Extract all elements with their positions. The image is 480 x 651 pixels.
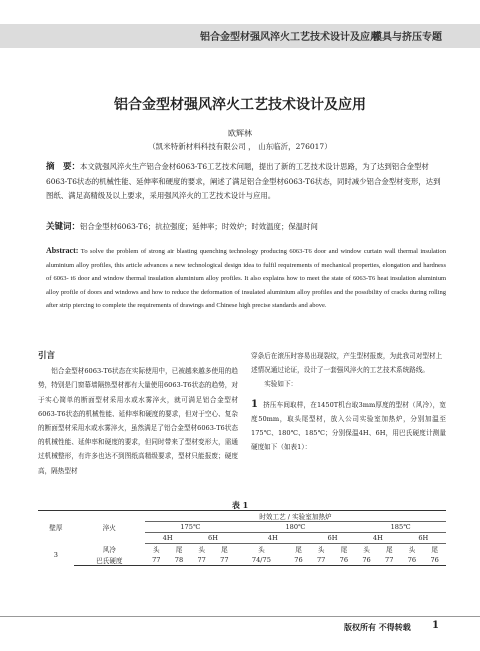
table-cell: 头 [198, 546, 205, 555]
running-header-section: 模具与挤压专题 [372, 32, 442, 43]
col-header-thickness: 壁厚 [38, 511, 74, 544]
intro-paragraph: 铝合金型材6063-T6状态在实际使用中，已被越来越多使用的趋势，特别是门窗幕墙隔热型材都有大量使用6063-T6状态的趋势，对于实心简单的断面型材采用水或水雾淬火，就可满足铝合金型材6063-T6状态的机械性能、延伸率和硬度的要求，但对于空心、复杂的断面型材采用水或水雾淬火，虽然满足了铝合金型材6063-T6状态的机械性能、延伸率和硬度的要求，但同时带来了型材变形大，需通过机械整形，有许多也达不到图纸高精级要求，型材只能报废；硬度高，隔热型材 [38, 367, 238, 475]
author: 欧辉林 [228, 129, 252, 138]
table-cell: 76 [355, 555, 378, 566]
row-label: 巴氏硬度 [74, 555, 145, 566]
table-super-header: 时效工艺 / 实验室加热炉 [145, 511, 446, 522]
abstract-en-label: Abstract: [46, 246, 79, 255]
table-cell: 77 [145, 555, 168, 566]
affiliation: （凯米特新材料科技有限公司 ， 山东临沂，276017） [148, 142, 332, 151]
row-label: 风冷 [102, 546, 116, 554]
abstract-cn [46, 160, 446, 204]
table-cell: 头 [408, 546, 416, 555]
experiment-item [251, 398, 446, 455]
temp-header: 180℃ [236, 522, 355, 533]
experiment-label: 实验如下： [264, 380, 298, 389]
keywords-cn-text: 铝合金型材6063-T6；抗拉强度；延伸率；时效炉；时效温度；保温时间 [80, 222, 318, 231]
time-header: 4H [236, 533, 310, 544]
table-cell: 头 [153, 546, 160, 555]
table-cell: 76 [401, 555, 424, 566]
experiment-item-text: 挤压车间取样，在1450T机台取3mm厚度的型材（风冷），宽度50mm，取头尾型材，放入公司实验室加热炉，分别加温至175℃、180℃、185℃；分别保温4H、6H，用巴氏硬度计测量硬度如下（如表1）： [251, 400, 446, 452]
table-cell: 尾 [340, 546, 348, 555]
experiment-item-number: 1 [251, 398, 258, 410]
table-cell: 尾 [431, 546, 438, 555]
table-cell: 76 [423, 555, 446, 566]
table-cell: 尾 [221, 546, 228, 555]
abstract-en [46, 244, 446, 313]
continued-paragraph: 穿条后在滚压时容易出现裂纹，产生型材报废，为此我司对型材上述情况通过论证，设计了一套强风淬火的工艺技术系统路线。 [251, 352, 443, 375]
intro-heading: 引言 [38, 351, 56, 361]
row-thickness: 3 [53, 550, 58, 559]
time-header: 6H [401, 533, 446, 544]
table-cell: 头 [363, 546, 370, 555]
hardness-table [38, 510, 446, 566]
table-cell: 76 [333, 555, 356, 566]
table-title: 表 1 [231, 500, 249, 510]
keywords-cn [46, 221, 446, 233]
table-cell: 头 [258, 546, 265, 555]
col-header-quench: 淬火 [74, 511, 145, 544]
footer-divider [0, 616, 480, 617]
keywords-cn-label: 关键词： [46, 222, 81, 232]
table-cell: 74/75 [236, 555, 287, 566]
table-cell: 尾 [175, 546, 183, 555]
body-column-left [38, 349, 238, 478]
table-cell: 76 [287, 555, 310, 566]
time-header: 6H [190, 533, 235, 544]
table-row [38, 555, 446, 566]
table-row [38, 544, 446, 555]
body-column-right [251, 349, 446, 454]
abstract-cn-label: 摘 要： [46, 162, 81, 172]
table-cell: 77 [310, 555, 333, 566]
table-cell: 77 [190, 555, 213, 566]
page-number: 1 [432, 620, 439, 631]
table-cell: 77 [213, 555, 236, 566]
paper-title: 铝合金型材强风淬火工艺技术设计及应用 [114, 97, 366, 113]
time-header: 4H [145, 533, 190, 544]
table-cell: 77 [378, 555, 401, 566]
table-cell: 头 [317, 546, 325, 555]
time-header: 4H [355, 533, 400, 544]
abstract-en-text: To solve the problem of strong air blasting quenching technology producing 6063-T6 door and window curtain wall thermal insulation aluminium alloy profiles, this article advances a new technological design idea to fulfil requirements of mechanical properties, elongation and hardness of 6063- t6 door and window thermal insulation aluminium alloy profiles. It also explains how to meet the state of 6063-T6 heat insulation aluminium alloy profile of doors and windows and how to reduce the deformation of insulated aluminium alloy profiles and the possibility of cracks during rolling after strip piercing to complete the requirements of drawings and Chinese high precise standards and above. [46, 248, 446, 310]
table-cell: 78 [168, 555, 191, 566]
temp-header: 175℃ [145, 522, 236, 533]
table-cell: 尾 [385, 546, 393, 555]
time-header: 6H [310, 533, 355, 544]
running-header-title: 铝合金型材强风淬火工艺技术设计及应用 [200, 32, 380, 43]
footer-copyright: 版权所有 不得转载 [344, 622, 411, 632]
table-cell: 尾 [295, 546, 302, 555]
abstract-cn-text: 本文就强风淬火生产铝合金材6063-T6工艺技术问题，提出了新的工艺技术设计思路，为了达到铝合金型材6063-T6状态的机械性能、延伸率和硬度的要求，阐述了满足铝合金型材6063-T6状态，同时减少铝合金型材变形，达到图纸、满足高精级及以上要求，采用强风淬火的工艺技术设计与应用。 [46, 162, 441, 201]
temp-header: 185℃ [355, 522, 446, 533]
